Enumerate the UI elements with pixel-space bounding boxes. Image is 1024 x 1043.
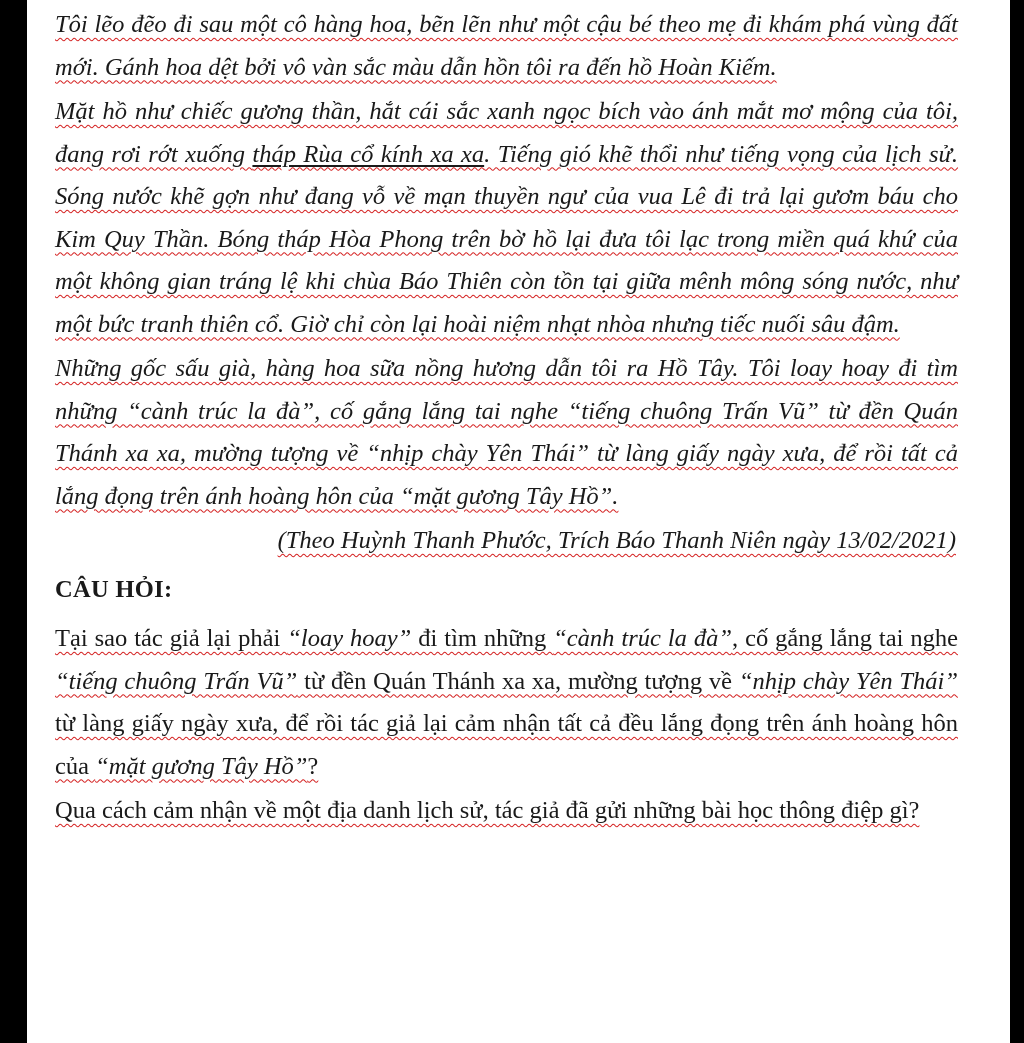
question-1-text: , cố gắng lắng tai nghe bbox=[731, 625, 958, 652]
question-2: Qua cách cảm nhận về một địa danh lịch sử, tác giả đã gửi những bài học thông điệp gì? bbox=[55, 797, 920, 824]
question-1-quoted-phrase: “loay hoay” bbox=[287, 625, 412, 652]
source-citation: (Theo Huỳnh Thanh Phước, Trích Báo Thanh Niên ngày 13/02/2021) bbox=[277, 527, 956, 554]
passage-paragraph-2-end: . Tiếng gió khẽ thổi như tiếng vọng của lịch sử. Sóng nước khẽ gợn như đang vỗ về mạn thuyền ngư của vua Lê đi trả lại gươm báu cho Kim Quy Thần. Bóng tháp Hòa Phong trên bờ hồ lại đưa tôi lạc trong miền quá khứ của một không gian tráng lệ khi chùa Báo Thiên còn tồn tại giữa mênh mông sóng nước, như một bức tranh thiên cổ. Giờ chỉ còn lại hoài niệm nhạt nhòa nhưng tiếc nuối sâu đậm. bbox=[55, 140, 959, 338]
question-1-text: từ làng giấy ngày xưa, để rồi tác giả lại cảm nhận tất cả đều lắng đọng trên ánh hoàng hôn của bbox=[55, 710, 958, 780]
question-1-quoted-phrase: “cành trúc la đà” bbox=[553, 625, 732, 652]
question-1-text: ? bbox=[307, 752, 319, 780]
question-1-quoted-phrase: “mặt gương Tây Hồ” bbox=[95, 752, 308, 780]
document-page bbox=[27, 0, 1010, 1043]
passage-paragraph-2 bbox=[55, 91, 958, 346]
question-1-text: Tại sao tác giả lại phải bbox=[55, 625, 288, 652]
questions-heading: CÂU HỎI: bbox=[55, 576, 173, 603]
passage-paragraph-3: Những gốc sấu già, hàng hoa sữa nồng hương dẫn tôi ra Hồ Tây. Tôi loay hoay đi tìm những “cành trúc la đà”, cố gắng lắng tai nghe “tiếng chuông Trấn Vũ” từ đền Quán Thánh xa xa, mường tượng về “nhịp chày Yên Thái” từ làng giấy ngày xưa, để rồi tất cả lắng đọng trên ánh hoàng hôn của “mặt gương Tây Hồ”. bbox=[55, 355, 958, 510]
underlined-phrase: tháp Rùa cổ kính xa xa bbox=[252, 140, 485, 168]
question-1-quoted-phrase: “nhịp chày Yên Thái” bbox=[738, 667, 958, 695]
question-1-text: đi tìm những bbox=[411, 625, 554, 652]
passage-paragraph-1: Tôi lẽo đẽo đi sau một cô hàng hoa, bẽn lẽn như một cậu bé theo mẹ đi khám phá vùng đất mới. Gánh hoa dệt bởi vô vàn sắc màu dẫn hồn tôi ra đến hồ Hoàn Kiếm. bbox=[55, 11, 958, 81]
question-1-text: từ đền Quán Thánh xa xa, mường tượng về bbox=[297, 667, 739, 695]
question-1-quoted-phrase: “tiếng chuông Trấn Vũ” bbox=[55, 667, 298, 695]
passage-paragraph-2-start: Mặt hồ như chiếc gương thần, hắt cái sắc xanh ngọc bích vào ánh mắt mơ mộng của tôi, đang rơi rớt xuống bbox=[55, 98, 958, 168]
question-1 bbox=[55, 618, 958, 788]
